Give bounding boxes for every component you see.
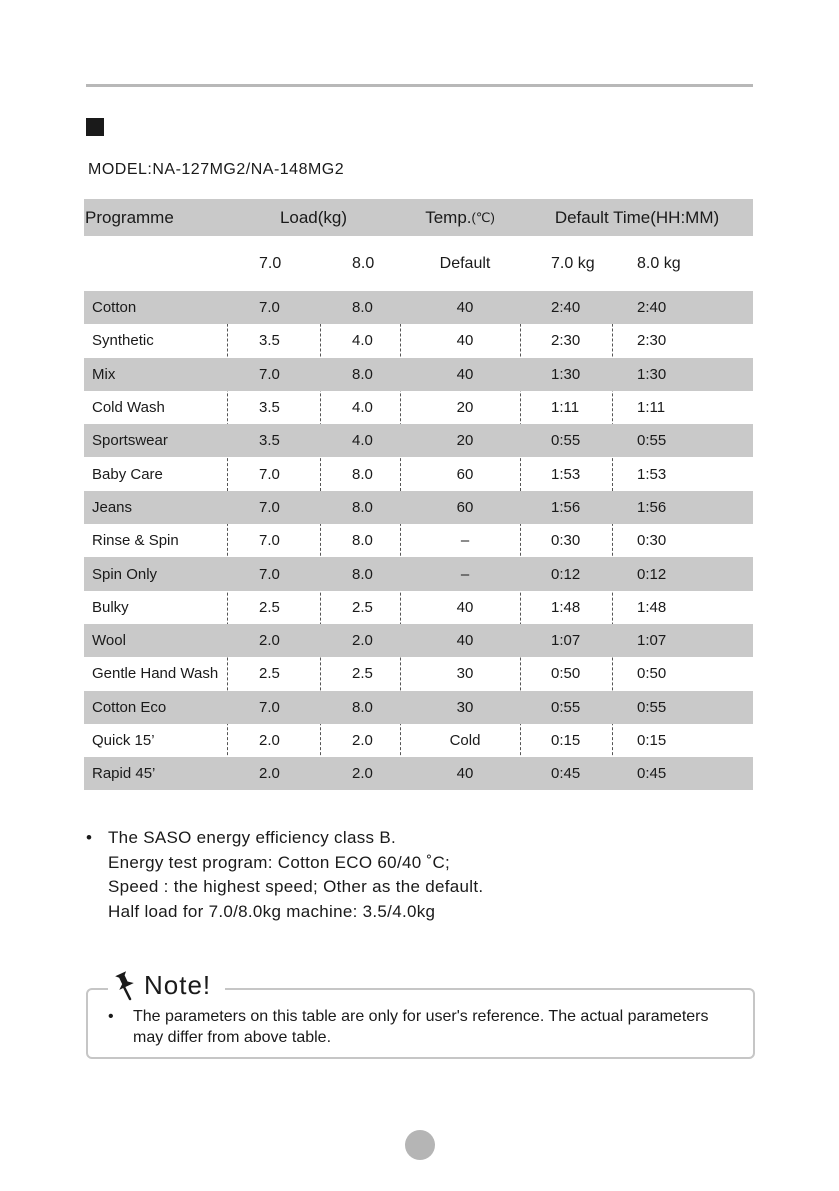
cell-load-b: 8.0 xyxy=(352,465,373,483)
energy-note-line: The SASO energy efficiency class B. xyxy=(108,828,396,847)
cell-time-a: 1:11 xyxy=(551,399,580,417)
cell-programme: Cold Wash xyxy=(92,399,165,417)
cell-time-a: 2:40 xyxy=(551,299,581,317)
cell-programme: Bulky xyxy=(92,598,129,616)
cell-temp: 30 xyxy=(456,698,474,716)
model-label: MODEL:NA-127MG2/NA-148MG2 xyxy=(88,161,345,178)
cell-load-b: 4.0 xyxy=(352,399,373,417)
cell-time-a: 2:30 xyxy=(551,332,581,350)
cell-time-a: 0:55 xyxy=(551,698,581,716)
table-row xyxy=(84,591,753,624)
note-title-text: Note! xyxy=(144,970,212,1000)
energy-note-line: Energy test program: Cotton ECO 60/40 ˚C; xyxy=(108,852,451,872)
energy-notes xyxy=(86,826,483,924)
cell-programme: Rinse & Spin xyxy=(92,532,179,550)
table-row xyxy=(84,524,753,557)
cell-load-a: 7.0 xyxy=(259,532,280,550)
cell-load-b: 2.5 xyxy=(352,665,373,683)
table-row xyxy=(84,657,753,690)
cell-load-b: 8.0 xyxy=(352,365,373,383)
cell-load-a: 7.0 xyxy=(259,465,280,483)
cell-load-b: 8.0 xyxy=(352,498,373,516)
cell-time-b: 1:30 xyxy=(637,365,667,383)
cell-time-b: 1:53 xyxy=(637,465,667,483)
cell-time-a: 0:50 xyxy=(551,665,581,683)
cell-time-a: 1:30 xyxy=(551,365,581,383)
table-row xyxy=(84,691,753,724)
cell-load-a: 2.0 xyxy=(259,765,280,783)
bullet: • xyxy=(108,1008,114,1025)
cell-temp: 40 xyxy=(456,632,474,650)
subheader-temp: Default xyxy=(439,254,491,272)
table-row xyxy=(84,557,753,590)
cell-temp: 40 xyxy=(456,332,474,350)
table-row xyxy=(84,757,753,790)
header-load: Load(kg) xyxy=(279,207,348,227)
note-title xyxy=(108,970,225,1001)
cell-load-b: 4.0 xyxy=(352,332,373,350)
table-row xyxy=(84,457,753,490)
cell-load-a: 2.5 xyxy=(259,665,280,683)
cell-time-a: 1:56 xyxy=(551,498,581,516)
cell-programme: Mix xyxy=(92,365,116,383)
subheader-time-a: 7.0 kg xyxy=(551,254,595,272)
cell-load-b: 8.0 xyxy=(352,532,373,550)
table-row xyxy=(84,624,753,657)
subheader-time-b: 8.0 kg xyxy=(637,254,681,272)
table-header xyxy=(84,199,753,236)
cell-time-a: 1:48 xyxy=(551,598,581,616)
cell-programme: Spin Only xyxy=(92,565,158,583)
cell-time-b: 1:48 xyxy=(637,598,667,616)
cell-time-a: 0:30 xyxy=(551,532,581,550)
cell-temp: 60 xyxy=(456,498,474,516)
cell-time-a: 1:53 xyxy=(551,465,581,483)
note-line: may differ from above table. xyxy=(133,1029,332,1046)
cell-temp: 30 xyxy=(456,665,474,683)
cell-temp: 20 xyxy=(456,432,474,450)
cell-load-a: 7.0 xyxy=(259,698,280,716)
cell-load-b: 2.0 xyxy=(352,732,373,749)
programme-table xyxy=(84,199,753,790)
cell-temp: 40 xyxy=(456,765,474,783)
cell-time-a: 0:15 xyxy=(551,732,581,749)
cell-programme: Baby Care xyxy=(92,465,163,483)
page-number-marker xyxy=(405,1130,435,1160)
energy-note-line: Speed : the highest speed; Other as the default. xyxy=(108,877,484,896)
cell-temp: 40 xyxy=(456,598,474,616)
cell-time-b: 0:45 xyxy=(637,765,667,783)
cell-load-a: 3.5 xyxy=(259,432,280,450)
cell-time-b: 1:56 xyxy=(637,498,667,516)
cell-load-b: 2.0 xyxy=(352,632,373,650)
cell-programme: Wool xyxy=(92,632,126,650)
cell-programme: Gentle Hand Wash xyxy=(92,665,219,683)
note-line: The parameters on this table are only for user's reference. The actual parameters xyxy=(133,1008,709,1025)
cell-time-b: 0:50 xyxy=(637,665,667,683)
cell-temp: 60 xyxy=(456,465,474,483)
cell-load-a: 7.0 xyxy=(259,365,280,383)
cell-programme: Cotton xyxy=(92,299,137,317)
header-temp-unit: (℃) xyxy=(471,209,495,225)
cell-time-b: 1:07 xyxy=(637,632,667,650)
table-row xyxy=(84,324,753,357)
cell-time-b: 2:30 xyxy=(637,332,667,350)
table-row xyxy=(84,491,753,524)
energy-note-line: Half load for 7.0/8.0kg machine: 3.5/4.0kg xyxy=(108,901,436,921)
cell-load-a: 3.5 xyxy=(259,399,280,417)
cell-temp: 40 xyxy=(456,299,474,317)
table-row xyxy=(84,391,753,424)
cell-time-a: 0:45 xyxy=(551,765,581,783)
cell-programme: Cotton Eco xyxy=(92,698,167,716)
cell-temp: Cold xyxy=(449,732,481,749)
cell-load-b: 2.5 xyxy=(352,598,373,616)
cell-load-a: 2.5 xyxy=(259,598,280,616)
cell-load-b: 2.0 xyxy=(352,765,373,783)
top-rule xyxy=(86,84,753,87)
cell-programme: Jeans xyxy=(92,498,133,516)
cell-time-a: 0:12 xyxy=(551,565,581,583)
cell-load-a: 7.0 xyxy=(259,299,280,317)
header-temp-label: Temp. xyxy=(425,207,472,227)
cell-temp: – xyxy=(460,532,470,550)
cell-programme: Synthetic xyxy=(92,332,154,350)
cell-load-b: 8.0 xyxy=(352,565,373,583)
header-programme: Programme xyxy=(85,207,174,227)
bullet: • xyxy=(86,828,93,847)
cell-load-a: 7.0 xyxy=(259,565,280,583)
header-time: Default Time(HH:MM) xyxy=(554,207,720,227)
cell-time-a: 1:07 xyxy=(551,632,581,650)
cell-time-b: 0:15 xyxy=(637,732,667,749)
table-row xyxy=(84,724,753,757)
header-temp xyxy=(402,199,518,236)
cell-time-b: 1:11 xyxy=(637,399,666,417)
cell-time-b: 2:40 xyxy=(637,299,667,317)
cell-programme: Sportswear xyxy=(92,432,168,450)
cell-load-a: 2.0 xyxy=(259,732,280,749)
section-marker xyxy=(86,118,104,136)
table-row xyxy=(84,291,753,324)
cell-time-b: 0:12 xyxy=(637,565,667,583)
cell-load-a: 2.0 xyxy=(259,632,280,650)
cell-load-b: 4.0 xyxy=(352,432,373,450)
table-row xyxy=(84,424,753,457)
subheader-load-a: 7.0 xyxy=(259,254,282,272)
cell-temp: – xyxy=(460,565,470,583)
table-row xyxy=(84,358,753,391)
cell-programme: Quick 15’ xyxy=(92,732,155,749)
cell-load-b: 8.0 xyxy=(352,698,373,716)
subheader-load-b: 8.0 xyxy=(352,254,375,272)
cell-programme: Rapid 45’ xyxy=(92,765,156,783)
cell-time-a: 0:55 xyxy=(551,432,581,450)
cell-time-b: 0:30 xyxy=(637,532,667,550)
pushpin-icon xyxy=(112,971,138,1001)
cell-time-b: 0:55 xyxy=(637,698,667,716)
note-text xyxy=(108,1006,709,1048)
table-subheader xyxy=(84,236,753,291)
cell-temp: 20 xyxy=(456,399,474,417)
cell-load-b: 8.0 xyxy=(352,299,373,317)
cell-temp: 40 xyxy=(456,365,474,383)
cell-load-a: 7.0 xyxy=(259,498,280,516)
cell-time-b: 0:55 xyxy=(637,432,667,450)
cell-load-a: 3.5 xyxy=(259,332,280,350)
